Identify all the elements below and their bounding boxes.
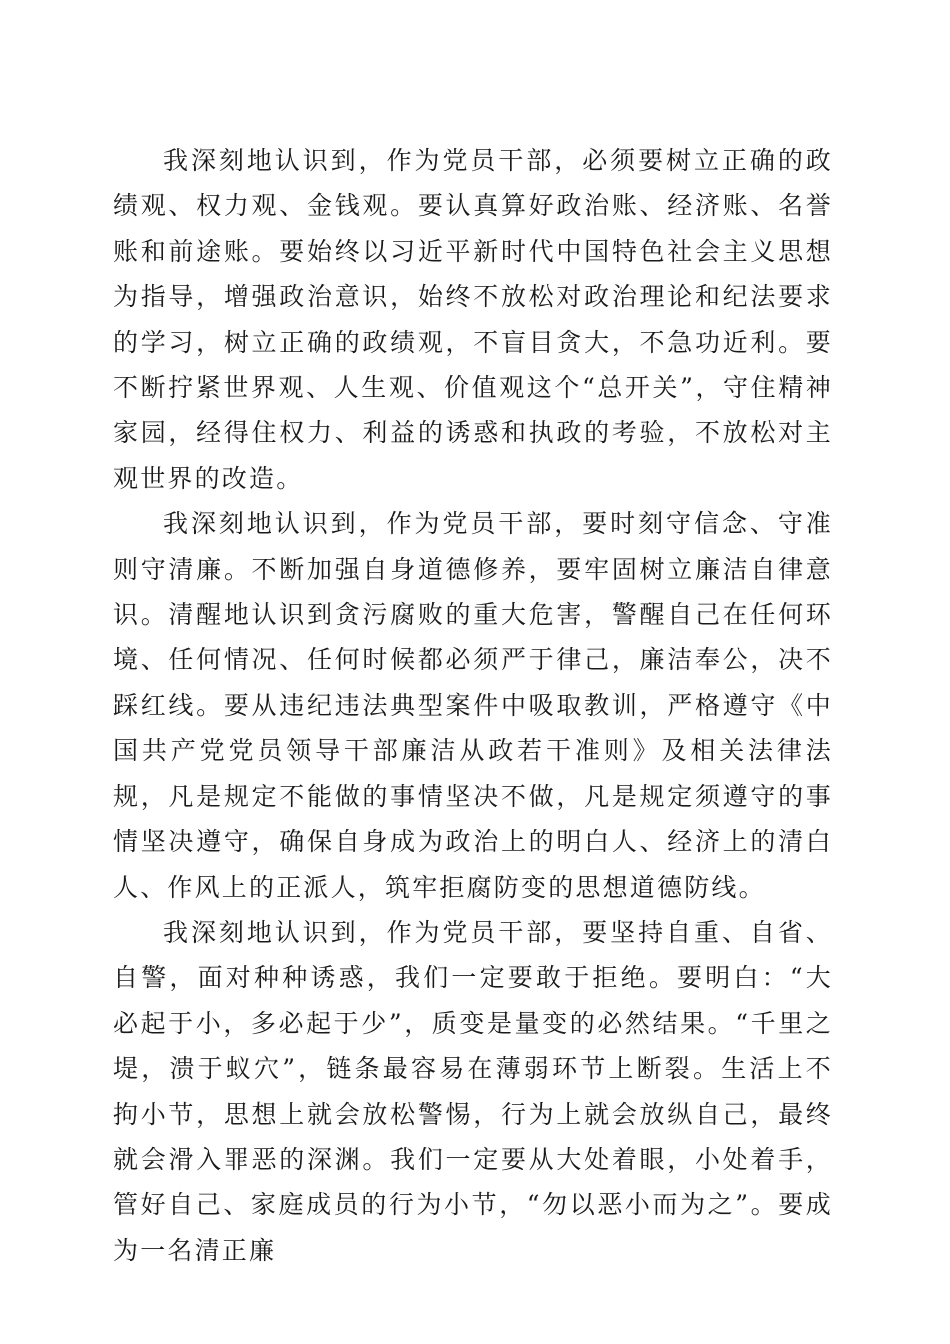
document-body — [113, 138, 833, 1273]
paragraph-2: 我深刻地认识到，作为党员干部，要时刻守信念、守准则守清廉。不断加强自身道德修养，要牢固树立廉洁自律意识。清醒地认识到贪污腐败的重大危害，警醒自己在任何环境、任何情况、任何时候都必须严于律己，廉洁奉公，决不踩红线。要从违纪违法典型案件中吸取教训，严格遵守《中国共产党党员领导干部廉洁从政若干准则》及相关法律法规，凡是规定不能做的事情坚决不做，凡是规定须遵守的事情坚决遵守，确保自身成为政治上的明白人、经济上的清白人、作风上的正派人，筑牢拒腐防变的思想道德防线。 — [113, 509, 833, 902]
paragraph-3: 我深刻地认识到，作为党员干部，要坚持自重、自省、自警，面对种种诱惑，我们一定要敢于拒绝。要明白：“大必起于小，多必起于少”，质变是量变的必然结果。“千里之堤，溃于蚁穴”，链条最容易在薄弱环节上断裂。生活上不拘小节，思想上就会放松警惕，行为上就会放纵自己，最终就会滑入罪恶的深渊。我们一定要从大处着眼，小处着手，管好自己、家庭成员的行为小节，“勿以恶小而为之”。要成为一名清正廉 — [113, 917, 833, 1265]
paragraph-1: 我深刻地认识到，作为党员干部，必须要树立正确的政绩观、权力观、金钱观。要认真算好政治账、经济账、名誉账和前途账。要始终以习近平新时代中国特色社会主义思想为指导，增强政治意识，始终不放松对政治理论和纪法要求的学习，树立正确的政绩观，不盲目贪大，不急功近利。要不断拧紧世界观、人生观、价值观这个“总开关”，守住精神家园，经得住权力、利益的诱惑和执政的考验，不放松对主观世界的改造。 — [113, 146, 833, 493]
